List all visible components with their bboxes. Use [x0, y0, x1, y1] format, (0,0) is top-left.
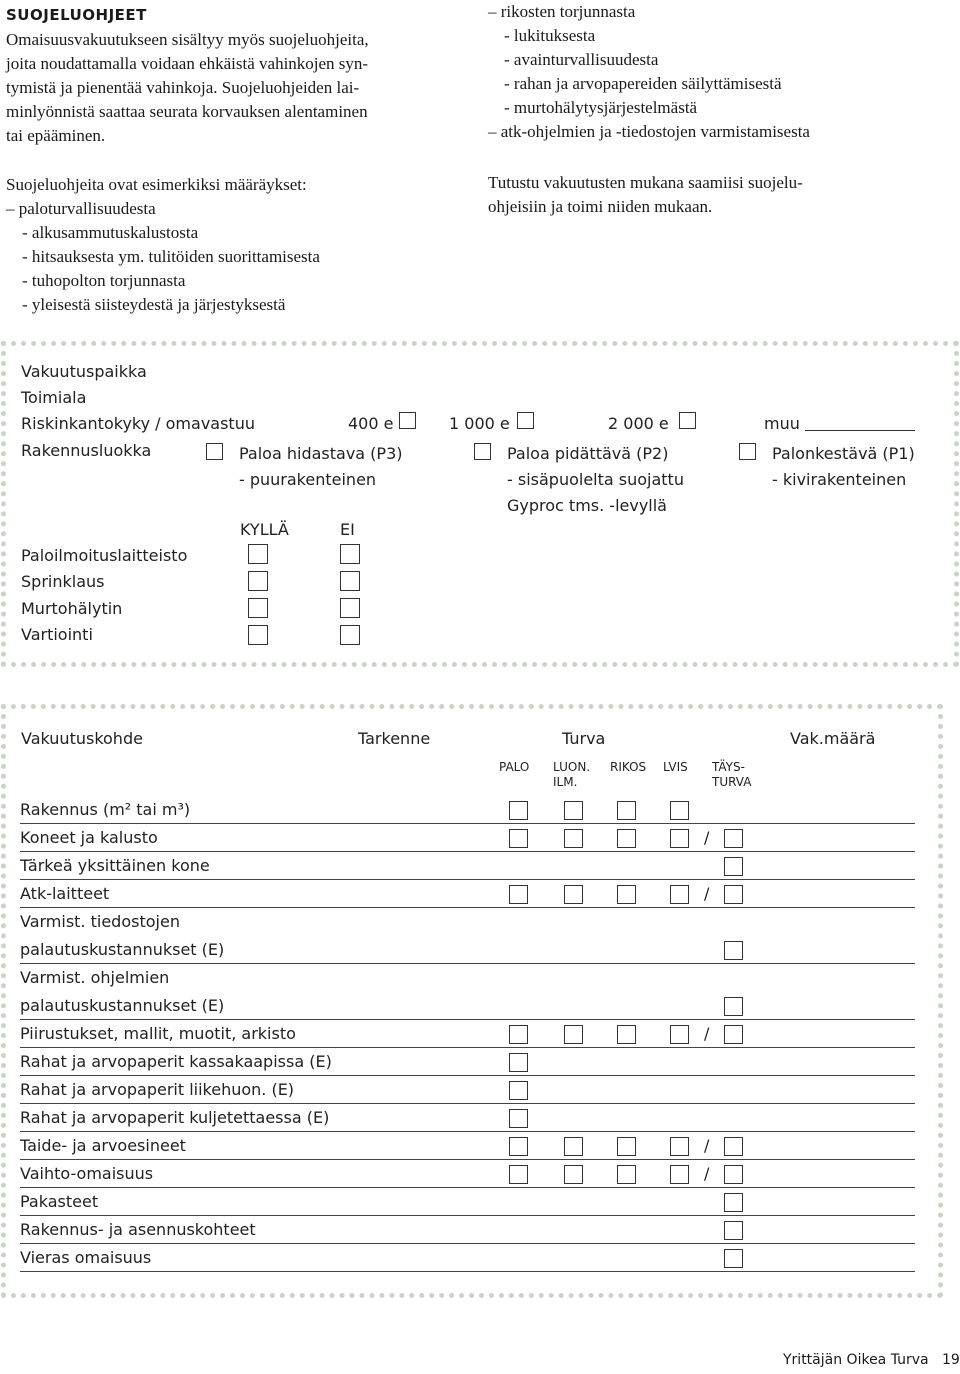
class-p3-text [239, 441, 403, 493]
row-label: Rahat ja arvopaperit kuljetettaessa (E) [20, 1108, 330, 1127]
coverage-checkbox[interactable] [617, 885, 636, 904]
row-divider [20, 1047, 915, 1048]
coverage-checkbox[interactable] [617, 829, 636, 848]
class-line: - kivirakenteinen [772, 470, 907, 489]
coverage-checkbox[interactable] [509, 1053, 528, 1072]
fire-alarm-yes-checkbox[interactable] [248, 544, 268, 564]
list-item: - lukituksesta [504, 26, 596, 45]
coverage-checkbox[interactable] [724, 1025, 743, 1044]
coverage-checkbox[interactable] [564, 1165, 583, 1184]
coverage-checkbox[interactable] [509, 885, 528, 904]
slash-separator: / [704, 884, 710, 903]
row-divider [20, 1075, 915, 1076]
rules-intro: Suojeluohjeita ovat esimerkiksi määräykset: [6, 175, 307, 194]
row-label: Pakasteet [20, 1192, 99, 1211]
burglar-alarm-yes-checkbox[interactable] [248, 598, 268, 618]
coverage-checkbox[interactable] [724, 997, 743, 1016]
coverage-checkbox[interactable] [509, 1109, 528, 1128]
row-divider [20, 907, 915, 908]
row-divider [20, 1187, 915, 1188]
no-header: EI [340, 520, 355, 539]
subheader-lvis [663, 760, 688, 775]
coverage-checkbox[interactable] [509, 1081, 528, 1100]
row-divider [20, 963, 915, 964]
coverage-checkbox[interactable] [670, 1025, 689, 1044]
coverage-checkbox[interactable] [670, 1165, 689, 1184]
footer-title: Yrittäjän Oikea Turva [783, 1352, 929, 1368]
row-label: Rakennus (m² tai m³) [20, 800, 191, 819]
row-label: Rakennus- ja asennuskohteet [20, 1220, 256, 1239]
slash-separator: / [704, 828, 710, 847]
coverage-checkbox[interactable] [509, 829, 528, 848]
class-p1-checkbox[interactable] [739, 443, 756, 460]
list-item: – atk-ohjelmien ja -tiedostojen varmistamisesta [488, 122, 810, 141]
closing-line: ohjeisiin ja toimi niiden mukaan. [488, 197, 713, 216]
list-item: - rahan ja arvopapereiden säilyttämisestä [504, 74, 782, 93]
slash-separator: / [704, 1164, 710, 1183]
list-item: - murtohälytysjärjestelmästä [504, 98, 698, 117]
subheader-nature [553, 760, 590, 790]
intro-paragraph [6, 28, 369, 148]
class-line: Paloa pidättävä (P2) [507, 444, 669, 463]
system-guarding-label: Vartiointi [21, 625, 93, 644]
coverage-checkbox[interactable] [670, 829, 689, 848]
subheader-full [712, 760, 751, 790]
row-divider [20, 851, 915, 852]
row-label: palautuskustannukset (E) [20, 940, 225, 959]
coverage-checkbox[interactable] [509, 1025, 528, 1044]
row-label: Atk-laitteet [20, 884, 110, 903]
list-item: - yleisestä siisteydestä ja järjestyksestä [22, 295, 286, 314]
row-divider [20, 1271, 915, 1272]
class-line: - sisäpuolelta suojattu [507, 470, 684, 489]
class-p2-text [507, 441, 684, 519]
slash-separator: / [704, 1024, 710, 1043]
list-item: – rikosten torjunnasta [488, 2, 636, 21]
row-divider [20, 1215, 915, 1216]
coverage-checkbox[interactable] [724, 1137, 743, 1156]
subheader-line: LUON. [553, 760, 591, 774]
header-object: Vakuutuskohde [21, 729, 143, 748]
coverage-checkbox[interactable] [724, 857, 743, 876]
risk-option-1000-label: 1 000 e [449, 414, 510, 433]
row-divider [20, 1131, 915, 1132]
class-line: Paloa hidastava (P3) [239, 444, 403, 463]
protection-heading: SUOJELUOHJEET [6, 6, 147, 24]
coverage-checkbox[interactable] [724, 1249, 743, 1268]
risk-option-1000-checkbox[interactable] [517, 412, 534, 429]
coverage-checkbox[interactable] [564, 1137, 583, 1156]
coverage-checkbox[interactable] [670, 1137, 689, 1156]
header-amount: Vak.määrä [790, 729, 876, 748]
risk-label: Riskinkantokyky / omavastuu [21, 414, 255, 433]
intro-line: tymistä ja pienentää vahinkoja. Suojeluohjeiden lai- [6, 78, 360, 97]
row-label: Taide- ja arvoesineet [20, 1136, 186, 1155]
system-fire-alarm-label: Paloilmoituslaitteisto [21, 546, 188, 565]
guarding-no-checkbox[interactable] [340, 625, 360, 645]
risk-option-2000-checkbox[interactable] [679, 412, 696, 429]
guarding-yes-checkbox[interactable] [248, 625, 268, 645]
coverage-checkbox[interactable] [670, 885, 689, 904]
coverage-checkbox[interactable] [617, 801, 636, 820]
row-label: Tärkeä yksittäinen kone [20, 856, 210, 875]
class-p1-text [772, 441, 915, 493]
subheader-line: TURVA [712, 775, 752, 789]
page-number: 19 [942, 1352, 960, 1368]
coverage-checkbox[interactable] [724, 1193, 743, 1212]
risk-option-other-input[interactable] [805, 430, 915, 431]
sprinkler-yes-checkbox[interactable] [248, 571, 268, 591]
row-label: Vieras omaisuus [20, 1248, 152, 1267]
class-line: - puurakenteinen [239, 470, 377, 489]
subheader-line: LVIS [663, 760, 688, 774]
row-label: Varmist. tiedostojen [20, 912, 180, 931]
row-label: Rahat ja arvopaperit liikehuon. (E) [20, 1080, 295, 1099]
row-divider [20, 1103, 915, 1104]
risk-option-other-label: muu [764, 414, 800, 433]
coverage-checkbox[interactable] [724, 1221, 743, 1240]
list-item: - avainturvallisuudesta [504, 50, 659, 69]
coverage-checkbox[interactable] [509, 1137, 528, 1156]
class-p2-checkbox[interactable] [474, 443, 491, 460]
list-item: – paloturvallisuudesta [6, 199, 156, 218]
risk-option-2000-label: 2 000 e [608, 414, 669, 433]
coverage-checkbox[interactable] [724, 941, 743, 960]
row-label: Varmist. ohjelmien [20, 968, 170, 987]
list-item: - hitsauksesta ym. tulitöiden suorittamisesta [22, 247, 320, 266]
coverage-checkbox[interactable] [617, 1025, 636, 1044]
intro-line: joita noudattamalla voidaan ehkäistä vahinkojen syn- [6, 54, 369, 73]
coverage-checkbox[interactable] [564, 885, 583, 904]
row-label: Rahat ja arvopaperit kassakaapissa (E) [20, 1052, 332, 1071]
system-sprinkler-label: Sprinklaus [21, 572, 105, 591]
system-burglar-alarm-label: Murtohälytin [21, 599, 123, 618]
industry-label: Toimiala [21, 388, 87, 407]
yes-header: KYLLÄ [240, 520, 289, 539]
row-label: Koneet ja kalusto [20, 828, 158, 847]
class-p3-checkbox[interactable] [206, 443, 223, 460]
risk-option-400-label: 400 e [348, 414, 394, 433]
subheader-line: PALO [499, 760, 530, 774]
row-divider [20, 879, 915, 880]
coverage-checkbox[interactable] [564, 829, 583, 848]
left-rule-list [6, 197, 320, 317]
right-rule-list [488, 0, 810, 144]
class-line: Gyproc tms. -levyllä [507, 496, 667, 515]
row-label: Piirustukset, mallit, muotit, arkisto [20, 1024, 296, 1043]
sprinkler-no-checkbox[interactable] [340, 571, 360, 591]
coverage-checkbox[interactable] [564, 1025, 583, 1044]
row-divider [20, 1243, 915, 1244]
coverage-checkbox[interactable] [724, 829, 743, 848]
coverage-checkbox[interactable] [509, 801, 528, 820]
header-cover: Turva [562, 729, 606, 748]
row-label: palautuskustannukset (E) [20, 996, 225, 1015]
list-item: - tuhopolton torjunnasta [22, 271, 186, 290]
list-item: - alkusammutuskalustosta [22, 223, 199, 242]
slash-separator: / [704, 1136, 710, 1155]
subheader-line: RIKOS [610, 760, 647, 774]
row-divider [20, 1159, 915, 1160]
coverage-checkbox[interactable] [724, 1165, 743, 1184]
closing-note [488, 171, 803, 219]
subheader-crime [610, 760, 646, 775]
coverage-checkbox[interactable] [670, 801, 689, 820]
building-class-label: Rakennusluokka [21, 441, 152, 460]
subheader-line: TÄYS- [712, 760, 745, 774]
risk-option-400-checkbox[interactable] [399, 412, 416, 429]
closing-line: Tutustu vakuutusten mukana saamiisi suojelu- [488, 173, 803, 192]
coverage-checkbox[interactable] [617, 1165, 636, 1184]
intro-line: Omaisuusvakuutukseen sisältyy myös suojeluohjeita, [6, 30, 369, 49]
burglar-alarm-no-checkbox[interactable] [340, 598, 360, 618]
fire-alarm-no-checkbox[interactable] [340, 544, 360, 564]
insurance-location-label: Vakuutuspaikka [21, 362, 147, 381]
intro-line: tai epääminen. [6, 126, 106, 145]
location-section-border [1, 341, 959, 667]
header-spec: Tarkenne [358, 729, 431, 748]
row-label: Vaihto-omaisuus [20, 1164, 154, 1183]
row-divider [20, 1019, 915, 1020]
coverage-checkbox[interactable] [617, 1137, 636, 1156]
row-divider [20, 823, 915, 824]
coverage-checkbox[interactable] [564, 801, 583, 820]
class-line: Palonkestävä (P1) [772, 444, 915, 463]
subheader-fire [499, 760, 529, 775]
intro-line: minlyönnistä saattaa seurata korvauksen alentaminen [6, 102, 368, 121]
coverage-checkbox[interactable] [509, 1165, 528, 1184]
coverage-checkbox[interactable] [724, 885, 743, 904]
subheader-line: ILM. [553, 775, 578, 789]
